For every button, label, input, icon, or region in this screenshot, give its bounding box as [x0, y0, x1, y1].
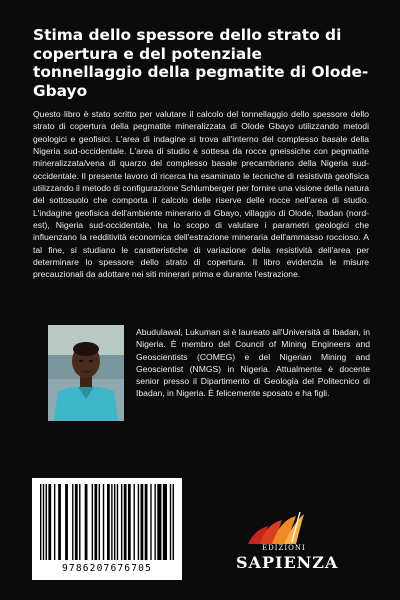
barcode-bar: [43, 484, 44, 560]
barcode-bar: [134, 484, 135, 560]
barcode-bar: [46, 484, 47, 560]
barcode-bar: [58, 484, 61, 560]
barcode-bar: [170, 484, 171, 560]
barcode-bar: [72, 484, 73, 560]
barcode-bars: [40, 484, 174, 564]
barcode-bar: [65, 484, 68, 560]
barcode-bar: [121, 484, 122, 560]
barcode-bar: [150, 484, 151, 560]
barcode-bar: [85, 484, 88, 560]
barcode-bar: [157, 484, 161, 560]
book-title: Stima dello spessore dello strato di copertura e del potenziale tonnellaggio della pegmatite di Olode-Gbayo: [33, 26, 369, 100]
barcode-bar: [117, 484, 118, 560]
barcode-bar: [75, 484, 78, 560]
barcode-bar: [94, 484, 97, 560]
barcode-bar: [154, 484, 155, 560]
barcode-bar: [124, 484, 127, 560]
barcode-bar: [92, 484, 93, 560]
barcode-bar: [128, 484, 131, 560]
author-bio: Abudulawal, Lukuman si è laureato all'Università di Ibadan, in Nigeria. È membro del Council of Mining Engineers and Geoscientists (COMEG) e del Nigerian Mining and Geoscientist (NMGS) in Nigeria. Attualmente è docente senior presso il Dipartimento di Geologia del Politecnico di Ibadan, in Nigeria. È felicemente sposato e ha figli.: [136, 327, 370, 399]
author-photo: [48, 325, 124, 421]
barcode-bar: [163, 484, 167, 560]
barcode-bar: [99, 484, 100, 560]
barcode-bar: [48, 484, 51, 560]
book-summary: Questo libro è stato scritto per valutare il calcolo del tonnellaggio dello spessore dello strato di copertura della pegmatite mineralizzata di Olode Gbayo utilizzando metodi geologici e geofisici. L'area di indagine si trova all'interno del complesso basale della Nigeria sud-occidentale. L'area di studio è sottesa da rocce gneissiche con pegmatite mineralizzata/vena di quarzo del complesso basale precambriano della Nigeria sud-occidentale. Il presente lavoro di ricerca ha esaminato le tecniche di resistività geofisica utilizzando il metodo di configurazione Schlumberger per fornire una visione della natura del sottosuolo che comporta il calcolo delle riserve delle rocce nell'area di studio. L'indagine geofisica dell'ambiente minerario di Gbayo, villaggio di Olode, Ibadan (nord-est), Nigeria sud-occidentale, ha lo scopo di valutare i parametri geologici che influenzano la redditività economica dell'estrazione mineraria dell'ammasso roccioso. A tal fine, si studiano le caratteristiche di variazione della resistività dell'area per determinare lo spessore dello strato di copertura. Il libro evidenzia le misure precauzionali da adottare nei siti minerari prima e durante l'estrazione.: [33, 109, 369, 280]
barcode-bar: [114, 484, 115, 560]
barcode-bar: [141, 484, 144, 560]
publisher-edition-label: EDIZIONI: [262, 544, 306, 552]
barcode-bar: [54, 484, 55, 560]
barcode-bar: [138, 484, 139, 560]
isbn-number: 9786207676705: [61, 563, 153, 574]
barcode-bar: [40, 484, 41, 560]
publisher-name: SAPIENZA: [236, 553, 339, 572]
barcode-bar: [103, 484, 104, 560]
barcode-bar: [79, 484, 80, 560]
barcode-bar: [111, 484, 112, 560]
barcode-bar: [145, 484, 148, 560]
barcode-bar: [173, 484, 174, 560]
barcode: [32, 478, 182, 580]
barcode-bar: [107, 484, 110, 560]
